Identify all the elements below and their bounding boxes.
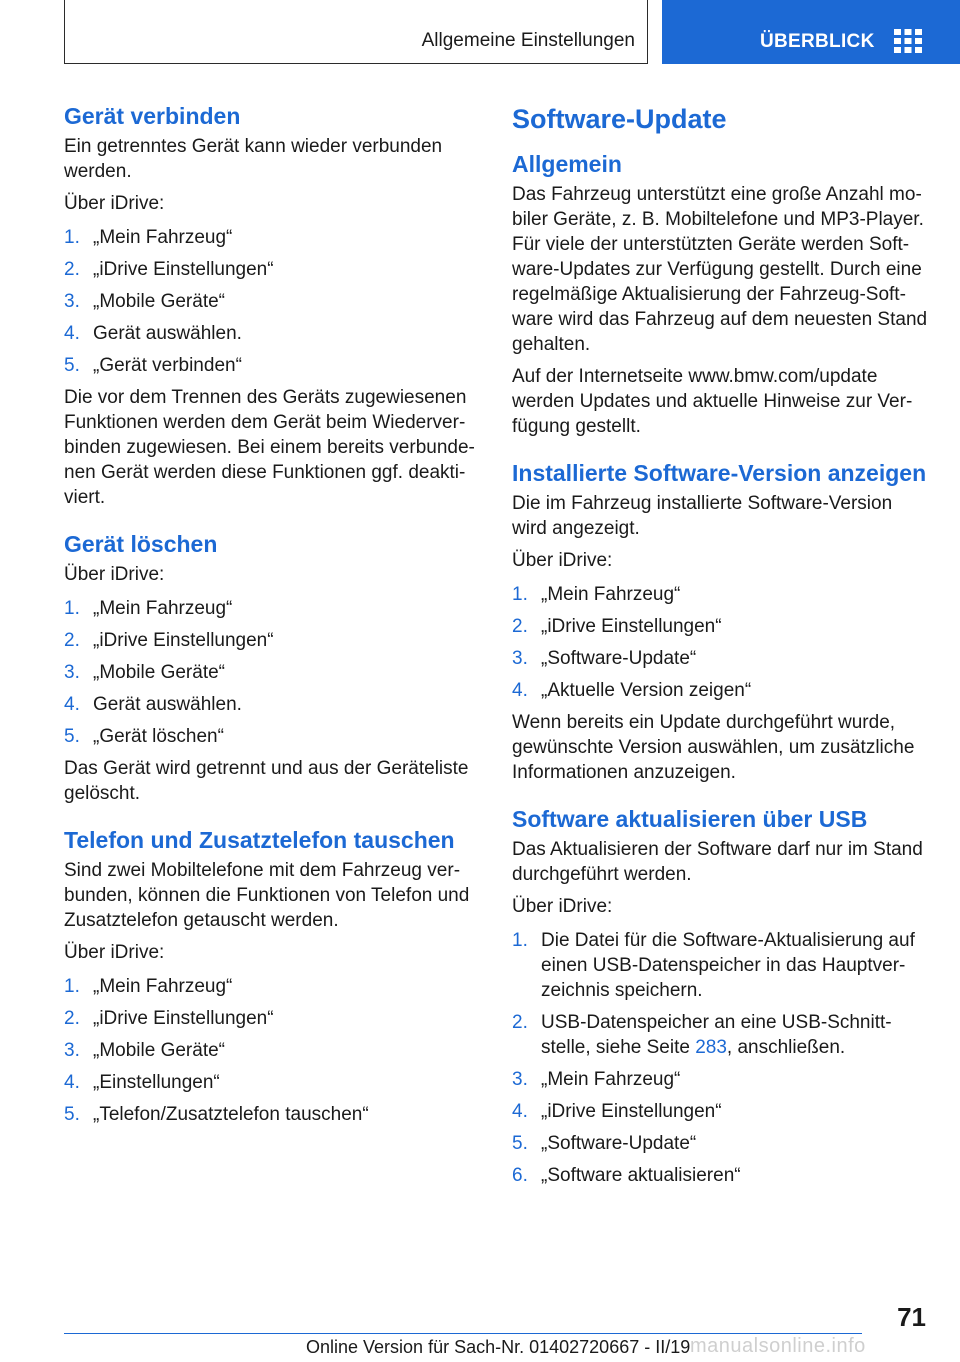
paragraph: Das Gerät wird getrennt und aus der Geräteliste gelöscht. [64, 758, 469, 804]
list-item [64, 289, 478, 314]
heading-usb-update: Software aktualisieren über USB [512, 806, 868, 832]
steps-geraet-verbinden [64, 225, 478, 378]
paragraph: Über iDrive: [64, 942, 165, 963]
list-item [512, 928, 930, 1003]
list-item [64, 596, 478, 621]
page-number: 71 [897, 1302, 926, 1332]
step-number: 5. [512, 1133, 528, 1154]
step-text: „Mein Fahrzeug“ [541, 1069, 681, 1090]
list-item [64, 1070, 478, 1095]
step-text: „Software-Update“ [541, 1133, 697, 1154]
heading-geraet-loeschen: Gerät löschen [64, 531, 218, 557]
list-item [512, 1010, 930, 1060]
list-item [512, 1131, 930, 1156]
list-item [64, 692, 478, 717]
step-text: „iDrive Einstellungen“ [93, 630, 274, 651]
step-text: „Einstellungen“ [93, 1072, 220, 1093]
paragraph: Über iDrive: [512, 896, 613, 917]
heading-geraet-verbinden: Gerät verbinden [64, 103, 241, 129]
steps-telefon-tauschen [64, 974, 478, 1127]
step-text: „Software aktualisieren“ [541, 1165, 741, 1186]
step-number: 3. [512, 1069, 528, 1090]
step-text: „Mein Fahrzeug“ [93, 598, 233, 619]
list-item [512, 1067, 930, 1092]
list-item [512, 582, 930, 607]
list-item [64, 257, 478, 282]
list-item [512, 678, 930, 703]
step-number: 3. [64, 291, 80, 312]
step-text: Die Datei für die Software-Aktualisierung auf einen USB-Datenspeicher in das Hauptverzeichnis speichern. [541, 930, 915, 1001]
heading-software-update: Software-Update [512, 104, 727, 134]
heading-telefon-tauschen: Telefon und Zusatztelefon tauschen [64, 827, 455, 853]
paragraph: Die im Fahrzeug installierte Software-Version wird angezeigt. [512, 493, 893, 539]
step-number: 1. [64, 976, 80, 997]
list-item [64, 724, 478, 749]
list-item [64, 1038, 478, 1063]
heading-allgemein: Allgemein [512, 151, 622, 177]
overview-button[interactable] [662, 0, 960, 64]
step-text: „Aktuelle Version zeigen“ [541, 680, 752, 701]
list-item [64, 321, 478, 346]
step-text: „iDrive Einstellungen“ [541, 1101, 722, 1122]
step-text: „Mein Fahrzeug“ [541, 584, 681, 605]
paragraph: Sind zwei Mobiltelefone mit dem Fahrzeug verbunden, können die Funktionen von Telefon und Zusatztelefon getauscht werden. [64, 860, 470, 931]
step-number: 4. [512, 680, 528, 701]
paragraph: Über iDrive: [512, 550, 613, 571]
paragraph: Über iDrive: [64, 564, 165, 585]
step-number: 4. [64, 694, 80, 715]
list-item [64, 1102, 478, 1127]
paragraph: Auf der Internetseite www.bmw.com/update werden Updates und aktuelle Hinweise zur Verfügung gestellt. [512, 366, 913, 437]
step-text: „Gerät verbinden“ [93, 355, 242, 376]
paragraph: Wenn bereits ein Update durchgeführt wurde, gewünschte Version auswählen, um zusätzliche Informationen anzuzeigen. [512, 712, 915, 783]
watermark: manualsonline.info [690, 1335, 866, 1357]
step-text: „Mobile Geräte“ [93, 291, 225, 312]
paragraph: Über iDrive: [64, 193, 165, 214]
step-text: „iDrive Einstellungen“ [93, 259, 274, 280]
step-number: 2. [64, 1008, 80, 1029]
step-text: „Software-Update“ [541, 648, 697, 669]
step-text: „Telefon/Zusatztelefon tauschen“ [93, 1104, 369, 1125]
list-item [512, 1163, 930, 1188]
step-text: „Mein Fahrzeug“ [93, 227, 233, 248]
page-reference-link[interactable]: 283 [695, 1037, 727, 1058]
right-column [512, 102, 930, 1195]
paragraph: Ein getrenntes Gerät kann wieder verbunden werden. [64, 136, 443, 182]
list-item [64, 974, 478, 999]
step-number: 3. [64, 1040, 80, 1061]
step-text-post: , anschließen. [726, 1037, 846, 1058]
step-number: 4. [64, 323, 80, 344]
list-item [64, 1006, 478, 1031]
list-item [512, 646, 930, 671]
step-number: 2. [512, 1012, 528, 1033]
list-item [64, 353, 478, 378]
heading-installierte-version: Installierte Software-Version anzeigen [512, 460, 927, 486]
step-number: 1. [512, 930, 528, 951]
step-number: 3. [64, 662, 80, 683]
list-item [64, 628, 478, 653]
paragraph: Das Fahrzeug unterstützt eine große Anzahl mobiler Geräte, z. B. Mobiltelefone und MP3-Player. Für viele der unterstützten Geräte werden Software-Updates zur Verfügung gestellt. Durch eine regelmäßige Aktualisierung der Fahrzeug-Software wird das Fahrzeug auf dem neuesten Stand gehalten. [512, 184, 928, 355]
step-number: 5. [64, 1104, 80, 1125]
steps-usb-update [512, 928, 930, 1188]
step-number: 4. [512, 1101, 528, 1122]
left-column [64, 102, 478, 1134]
step-number: 6. [512, 1165, 528, 1186]
footer-online-version: Online Version für Sach-Nr. 01402720667 - II/19 [306, 1337, 691, 1357]
step-number: 5. [64, 355, 80, 376]
step-number: 2. [512, 616, 528, 637]
header-section-title: Allgemeine Einstellungen [421, 30, 635, 51]
paragraph: Das Aktualisieren der Software darf nur im Stand durchgeführt werden. [512, 839, 923, 885]
step-number: 5. [64, 726, 80, 747]
step-text: „Mobile Geräte“ [93, 1040, 225, 1061]
step-text: Gerät auswählen. [93, 694, 242, 715]
grid-icon [894, 29, 922, 53]
steps-installierte-version [512, 582, 930, 703]
step-number: 1. [64, 227, 80, 248]
step-number: 2. [64, 630, 80, 651]
step-number: 1. [512, 584, 528, 605]
step-number: 1. [64, 598, 80, 619]
step-text: „Gerät löschen“ [93, 726, 224, 747]
steps-geraet-loeschen [64, 596, 478, 749]
step-text-pre: USB-Datenspeicher an eine USB-Schnittstelle, siehe Seite [541, 1012, 892, 1058]
header-section-box [64, 0, 648, 64]
step-text: „iDrive Einstellungen“ [541, 616, 722, 637]
step-text: „Mobile Geräte“ [93, 662, 225, 683]
step-number: 3. [512, 648, 528, 669]
step-number: 2. [64, 259, 80, 280]
paragraph: Die vor dem Trennen des Geräts zugewiesenen Funktionen werden dem Gerät beim Wiederverbinden zugewiesen. Bei einem bereits verbundenen Gerät werden diese Funktionen ggf. deaktiviert. [64, 387, 475, 508]
list-item [64, 225, 478, 250]
list-item [64, 660, 478, 685]
list-item [512, 1099, 930, 1124]
list-item [512, 614, 930, 639]
step-text: „Mein Fahrzeug“ [93, 976, 233, 997]
overview-button-label: ÜBERBLICK [760, 31, 875, 52]
step-text: Gerät auswählen. [93, 323, 242, 344]
step-number: 4. [64, 1072, 80, 1093]
step-text: „iDrive Einstellungen“ [93, 1008, 274, 1029]
